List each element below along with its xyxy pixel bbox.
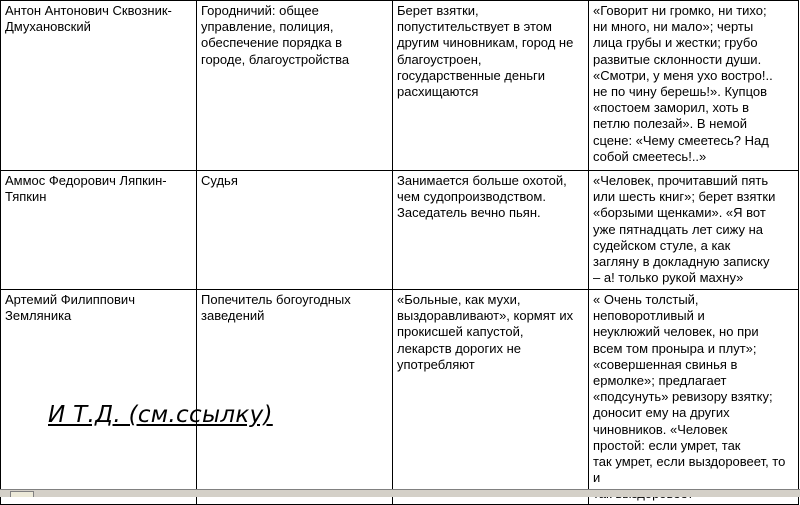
character-quotes-cell	[589, 1, 799, 171]
character-conduct-cell	[393, 290, 589, 505]
character-name: Аммос Федорович Ляпкин-Тяпкин	[5, 173, 167, 205]
character-name-cell	[1, 171, 197, 290]
character-name-cell	[1, 1, 197, 171]
etc-note: И Т.Д. (см.ссылку)	[48, 402, 273, 428]
character-conduct-cell	[393, 1, 589, 171]
character-position-cell	[197, 1, 393, 171]
table-row	[1, 290, 799, 505]
character-conduct-cell	[393, 171, 589, 290]
character-quotes: «Человек, прочитавший пять или шесть книг»; берет взятки «борзыми щенками». «Я вот уже пятнадцать лет сижу на судейском стуле, а как загляну в докладную записку – а! только рукой махну»	[593, 173, 776, 286]
character-conduct: Занимается больше охотой, чем судопроизводством. Заседатель вечно пьян.	[397, 173, 567, 221]
character-position: Попечитель богоугодных заведений	[201, 292, 351, 324]
character-position: Городничий: общее управление, полиция, обеспечение порядка в городе, благоустройства	[201, 3, 350, 67]
character-name-cell	[1, 290, 197, 505]
table-row	[1, 171, 799, 290]
character-name: Артемий Филиппович Земляника	[5, 292, 135, 324]
character-position-cell	[197, 290, 393, 505]
character-quotes: « Очень толстый, неповоротливый и неуклюжий человек, но при всем том проныра и плут»; «совершенная свинья в ермолке»; предлагает «подсунуть» ревизору взятку; доносит ему на других чиновников. «Человек простой: если умрет, так так умрет, если выздоровеет, то и	[593, 292, 786, 486]
character-conduct: «Больные, как мухи, выздоравливают», кормят их прокисшей капустой, лекарств дорогих не употребляют	[397, 292, 574, 372]
character-quotes: «Говорит ни громко, ни тихо; ни много, ни мало»; черты лица грубы и жестки; грубо развитые склонности души. «Смотри, у меня ухо востро!.. не по чину берешь!». Купцов «постоем заморил, хоть в петлю полезай». В немой сцене: «Чему смеетесь? Над собой смеетесь!..»	[593, 3, 773, 164]
character-conduct: Берет взятки, попустительствует в этом другим чиновникам, город не благоустроен, государственные деньги расхищаются	[397, 3, 574, 100]
character-position: Судья	[201, 173, 238, 188]
character-position-cell	[197, 171, 393, 290]
taskbar-tab[interactable]	[10, 491, 34, 497]
character-quotes-cell	[589, 290, 799, 505]
table-row	[1, 1, 799, 171]
character-name: Антон Антонович Сквозник-Дмухановский	[5, 3, 172, 35]
character-quotes-cell	[589, 171, 799, 290]
